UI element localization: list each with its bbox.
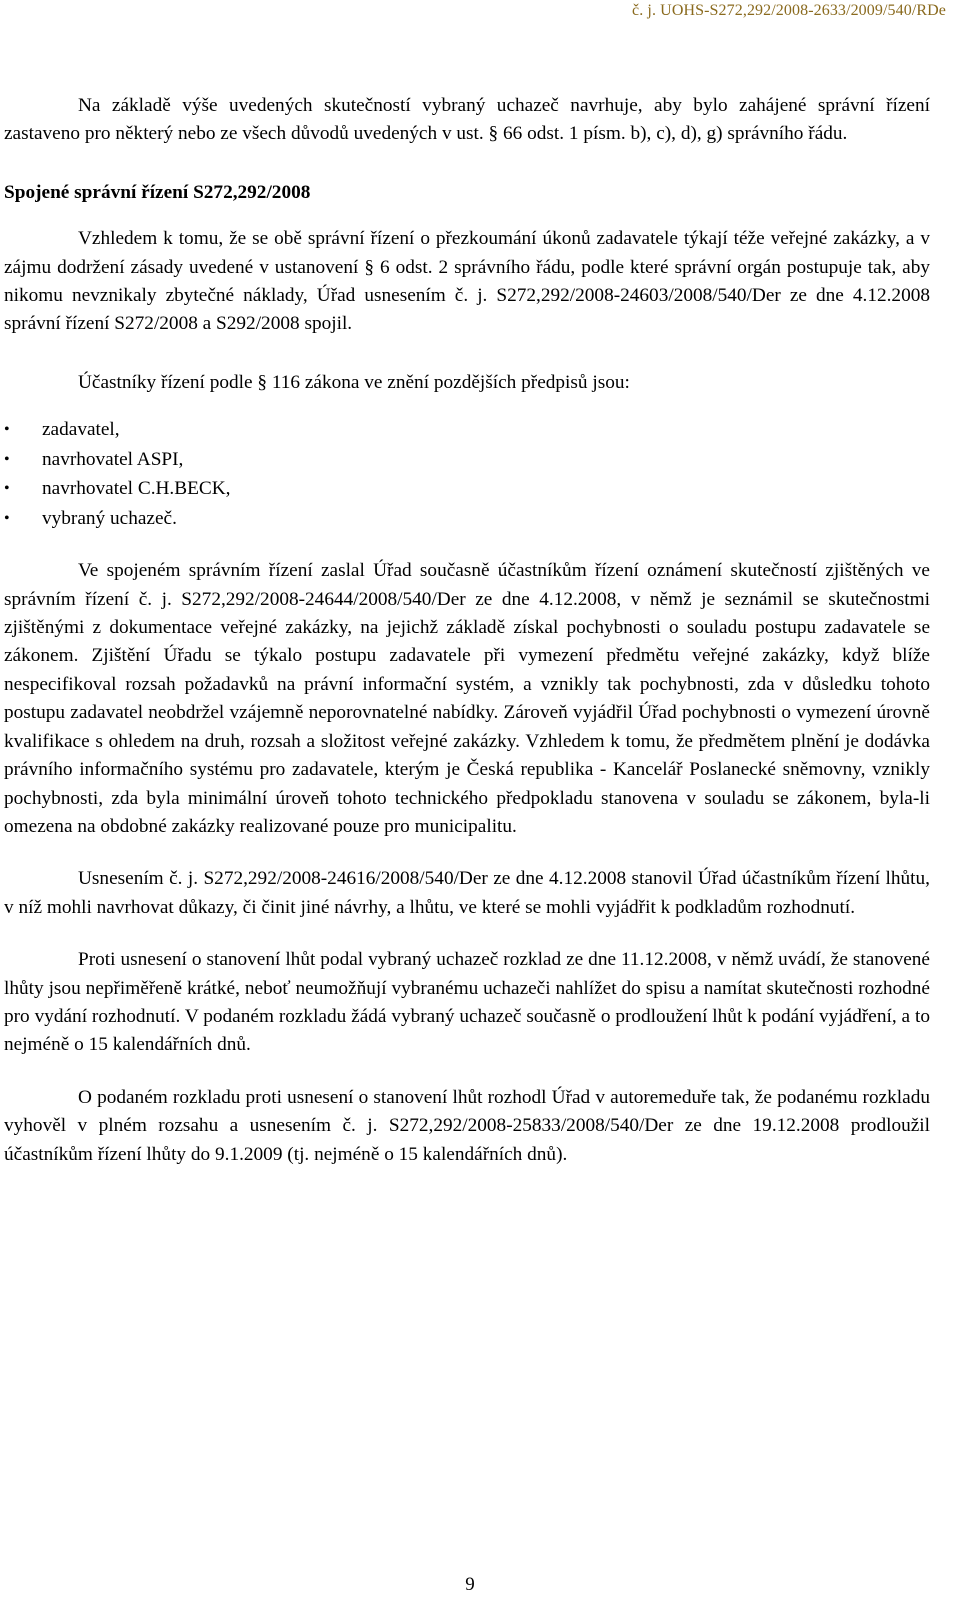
paragraph-joined-proceedings: Vzhledem k tomu, že se obě správní řízení o přezkoumání úkonů zadavatele týkají téže veřejné zakázky, a v zájmu dodržení zásady uvedené v ustanovení § 6 odst. 2 správního řádu, podle které správní orgán postupuje tak, aby nikomu nevznikaly zbytečné náklady, Úřad usnesením č. j. S272,292/2008-24603/2008/540/Der ze dne 4.12.2008 správní řízení S272/2008 a S292/2008 spojil.: [4, 228, 930, 335]
participant-label: navrhovatel C.H.BECK,: [42, 478, 231, 500]
participant-label: vybraný uchazeč.: [42, 507, 177, 529]
list-item: [4, 415, 930, 445]
page-number: 9: [465, 1574, 475, 1595]
list-item: [4, 474, 930, 504]
bullet-icon: •: [4, 421, 10, 439]
participant-label: zadavatel,: [42, 419, 120, 441]
participants-list: [4, 415, 930, 533]
paragraph-notice-of-findings: Ve spojeném správním řízení zaslal Úřad současně účastníkům řízení oznámení skutečností zjištěných ve správním řízení č. j. S272,292/2008-24644/2008/540/Der ze dne 4.12.2008, v němž je seznámil se skutečnostmi zjištěnými z dokumentace veřejné zakázky, na jejichž základě získal pochybnosti o souladu postupu zadavatele se zákonem. Zjištění Úřadu se týkalo postupu zadavatele při vymezení předmětu veřejné zakázky, když blíže nespecifikoval rozsah požadavků na právní informační systém, a vznikly tak pochybnosti, zda v důsledku tohoto postupu zadavatel neobdržel vzájemně neporovnatelné nabídky. Zároveň vyjádřil Úřad pochybnosti o vymezení úrovně kvalifikace s ohledem na druh, rozsah a složitost veřejné zakázky. Vzhledem k tomu, že předmětem plnění je dodávka právního informačního systému pro zadavatele, kterým je Česká republika - Kancelář Poslanecké sněmovny, vznikly pochybnosti, zda byla minimální úroveň tohoto technického předpokladu stanovena v souladu se zákonem, byla-li omezena na obdobné zakázky realizované pouze pro municipalitu.: [4, 560, 930, 837]
section-heading: Spojené správní řízení S272,292/2008: [4, 181, 311, 203]
bullet-icon: •: [4, 480, 10, 498]
document-reference-header: č. j. UOHS-S272,292/2008-2633/2009/540/RDe: [632, 2, 946, 19]
bullet-icon: •: [4, 450, 10, 468]
participants-intro: Účastníky řízení podle § 116 zákona ve znění pozdějších předpisů jsou:: [78, 371, 630, 393]
paragraph-deadline-resolution: Usnesením č. j. S272,292/2008-24616/2008/540/Der ze dne 4.12.2008 stanovil Úřad účastníkům řízení lhůtu, v níž mohli navrhovat důkazy, či činit jiné návrhy, a lhůtu, ve které se mohli vyjádřit k podkladům rozhodnutí.: [4, 868, 930, 918]
list-item: [4, 445, 930, 475]
paragraph-appeal: Proti usnesení o stanovení lhůt podal vybraný uchazeč rozklad ze dne 11.12.2008, v němž uvádí, že stanovené lhůty jsou nepřiměřeně krátké, neboť neumožňují vybranému uchazeči nahlížet do spisu a namítat skutečnosti rozhodné pro vydání rozhodnutí. V podaném rozkladu žádá vybraný uchazeč současně o prodloužení lhůt k podání vyjádření, a to nejméně o 15 kalendářních dnů.: [4, 949, 930, 1056]
intro-paragraph: Na základě výše uvedených skutečností vybraný uchazeč navrhuje, aby bylo zahájené správní řízení zastaveno pro některý nebo ze všech důvodů uvedených v ust. § 66 odst. 1 písm. b), c), d), g) správního řádu.: [4, 95, 930, 145]
paragraph-autoremedy-decision: O podaném rozkladu proti usnesení o stanovení lhůt rozhodl Úřad v autoremeduře tak, že podanému rozkladu vyhověl v plném rozsahu a usnesením č. j. S272,292/2008-25833/2008/540/Der ze dne 19.12.2008 prodloužil účastníkům řízení lhůty do 9.1.2009 (tj. nejméně o 15 kalendářních dnů).: [4, 1086, 930, 1165]
participant-label: navrhovatel ASPI,: [42, 448, 184, 470]
document-body: [4, 92, 930, 1169]
list-item: [4, 504, 930, 534]
bullet-icon: •: [4, 509, 10, 527]
